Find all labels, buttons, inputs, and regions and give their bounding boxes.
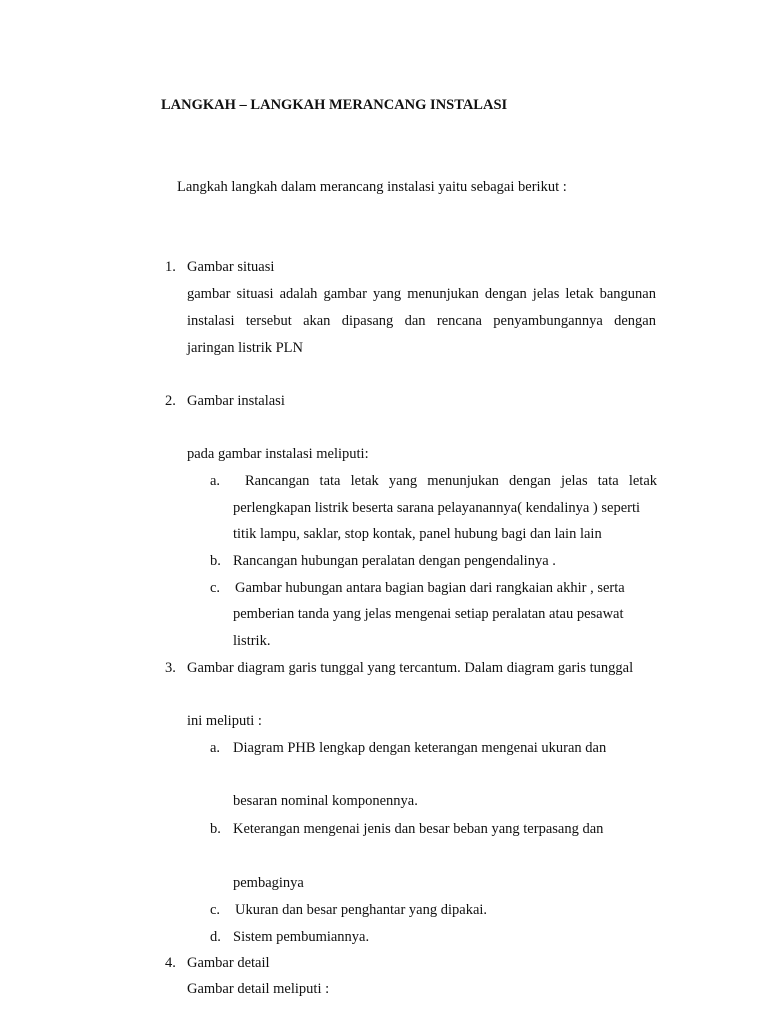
item-heading: Gambar instalasi <box>187 393 285 409</box>
subitem-letter: a. <box>210 740 221 756</box>
intro-paragraph: Langkah langkah dalam merancang instalasi yaitu sebagai berikut : <box>177 179 567 195</box>
subitem-line: listrik. <box>233 633 271 649</box>
item-lead: Gambar detail meliputi : <box>187 981 330 997</box>
item-number: 1. <box>165 259 176 275</box>
subitem-line: Keterangan mengenai jenis dan besar beban yang terpasang dan <box>233 821 604 837</box>
item-number: 4. <box>165 955 176 971</box>
item-number: 3. <box>165 660 176 676</box>
item-number: 2. <box>165 393 176 409</box>
subitem-letter: c. <box>210 580 221 596</box>
subitem-line: Rancangan tata letak yang menunjukan dengan jelas tata letak <box>245 473 657 489</box>
subitem-letter: d. <box>210 929 221 945</box>
item-body-line: instalasi tersebut akan dipasang dan rencana penyambungannya dengan <box>187 313 656 329</box>
subitem-line: besaran nominal komponennya. <box>233 793 418 809</box>
subitem-line: Rancangan hubungan peralatan dengan pengendalinya . <box>233 553 556 569</box>
subitem-line: Sistem pembumiannya. <box>233 929 370 945</box>
subitem-line: Gambar hubungan antara bagian bagian dari rangkaian akhir , serta <box>235 580 625 596</box>
item-heading: Gambar detail <box>187 955 270 971</box>
subitem-line: Ukuran dan besar penghantar yang dipakai. <box>235 902 488 918</box>
subitem-line: pembaginya <box>233 875 304 891</box>
subitem-letter: b. <box>210 821 221 837</box>
subitem-line: Diagram PHB lengkap dengan keterangan mengenai ukuran dan <box>233 740 607 756</box>
item-body-line: jaringan listrik PLN <box>187 340 303 356</box>
subitem-line: titik lampu, saklar, stop kontak, panel hubung bagi dan lain lain <box>233 526 602 542</box>
item-heading: Gambar situasi <box>187 259 275 275</box>
subitem-line: pemberian tanda yang jelas mengenai setiap peralatan atau pesawat <box>233 606 624 622</box>
subitem-letter: b. <box>210 553 221 569</box>
subitem-letter: a. <box>210 473 221 489</box>
subitem-letter: c. <box>210 902 221 918</box>
item-body-line: gambar situasi adalah gambar yang menunjukan dengan jelas letak bangunan <box>187 286 656 302</box>
item-heading: Gambar diagram garis tunggal yang tercantum. Dalam diagram garis tunggal <box>187 660 634 676</box>
subitem-line: perlengkapan listrik beserta sarana pelayanannya( kendalinya ) seperti <box>233 500 641 516</box>
item-lead: ini meliputi : <box>187 713 262 729</box>
document-title: LANGKAH – LANGKAH MERANCANG INSTALASI <box>161 97 508 113</box>
item-lead: pada gambar instalasi meliputi: <box>187 446 369 462</box>
